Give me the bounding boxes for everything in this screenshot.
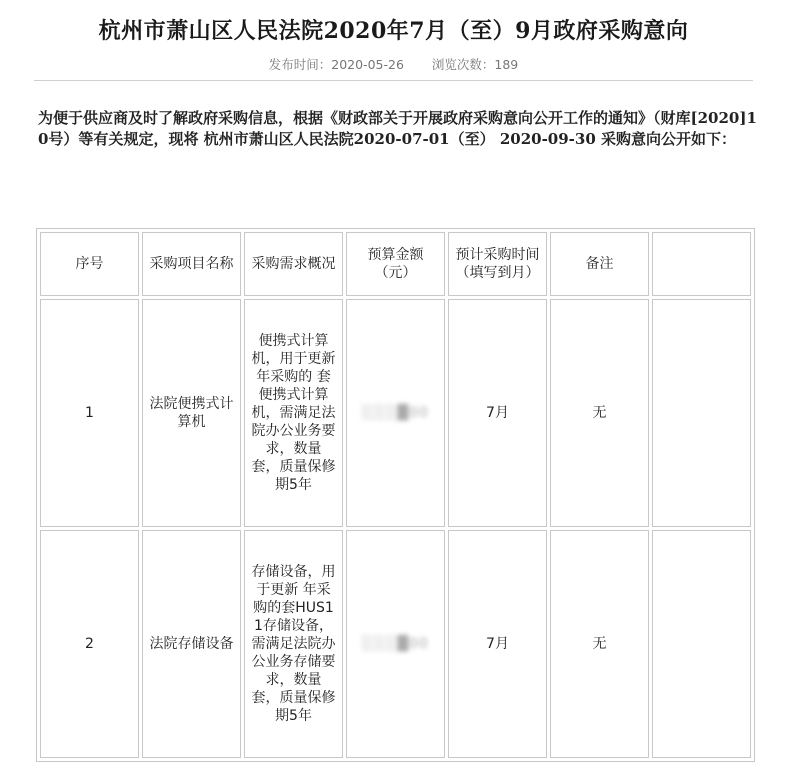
cell-desc: 便携式计算机，用于更新 年采购的 套便携式计算机，需满足法院办公业务要求，数量 套，质量保修期5年: [244, 299, 343, 527]
title-divider: [34, 80, 753, 81]
cell-time: 7月: [448, 299, 547, 527]
cell-remark: 无: [550, 299, 649, 527]
table-row: [40, 530, 751, 758]
header-time: 预计采购时间（填写到月）: [448, 232, 547, 296]
page-title: 杭州市萧山区人民法院2020年7月（至）9月政府采购意向: [98, 18, 689, 44]
cell-no: 2: [40, 530, 139, 758]
procurement-table: [36, 228, 755, 762]
cell-remark: 无: [550, 530, 649, 758]
table-header-row: [40, 232, 751, 296]
intro-paragraph: 为便于供应商及时了解政府采购信息，根据《财政部关于开展政府采购意向公开工作的通知》（财库[2020]10号）等有关规定，现将 杭州市萧山区人民法院2020-07-01（至） 2020-09-30 采购意向公开如下：: [38, 109, 757, 148]
article-meta: [0, 55, 787, 73]
header-no: 序号: [40, 232, 139, 296]
cell-name: 法院存储设备: [142, 530, 241, 758]
header-budget: 预算金额（元）: [346, 232, 445, 296]
cell-extra: [652, 299, 751, 527]
cell-time: 7月: [448, 530, 547, 758]
cell-budget: ░░░█00: [346, 299, 445, 527]
publish-date: 发布时间：2020-05-26: [268, 57, 404, 72]
header-remark: 备注: [550, 232, 649, 296]
cell-name: 法院便携式计算机: [142, 299, 241, 527]
header-extra: [652, 232, 751, 296]
view-count: 浏览次数：189: [431, 57, 519, 72]
cell-desc: 存储设备，用于更新 年采购的套HUS11存储设备，需满足法院办公业务存储要求，数量 套，质量保修期5年: [244, 530, 343, 758]
table-row: [40, 299, 751, 527]
header-name: 采购项目名称: [142, 232, 241, 296]
cell-extra: [652, 530, 751, 758]
header-desc: 采购需求概况: [244, 232, 343, 296]
cell-budget: ░░░█00: [346, 530, 445, 758]
cell-no: 1: [40, 299, 139, 527]
